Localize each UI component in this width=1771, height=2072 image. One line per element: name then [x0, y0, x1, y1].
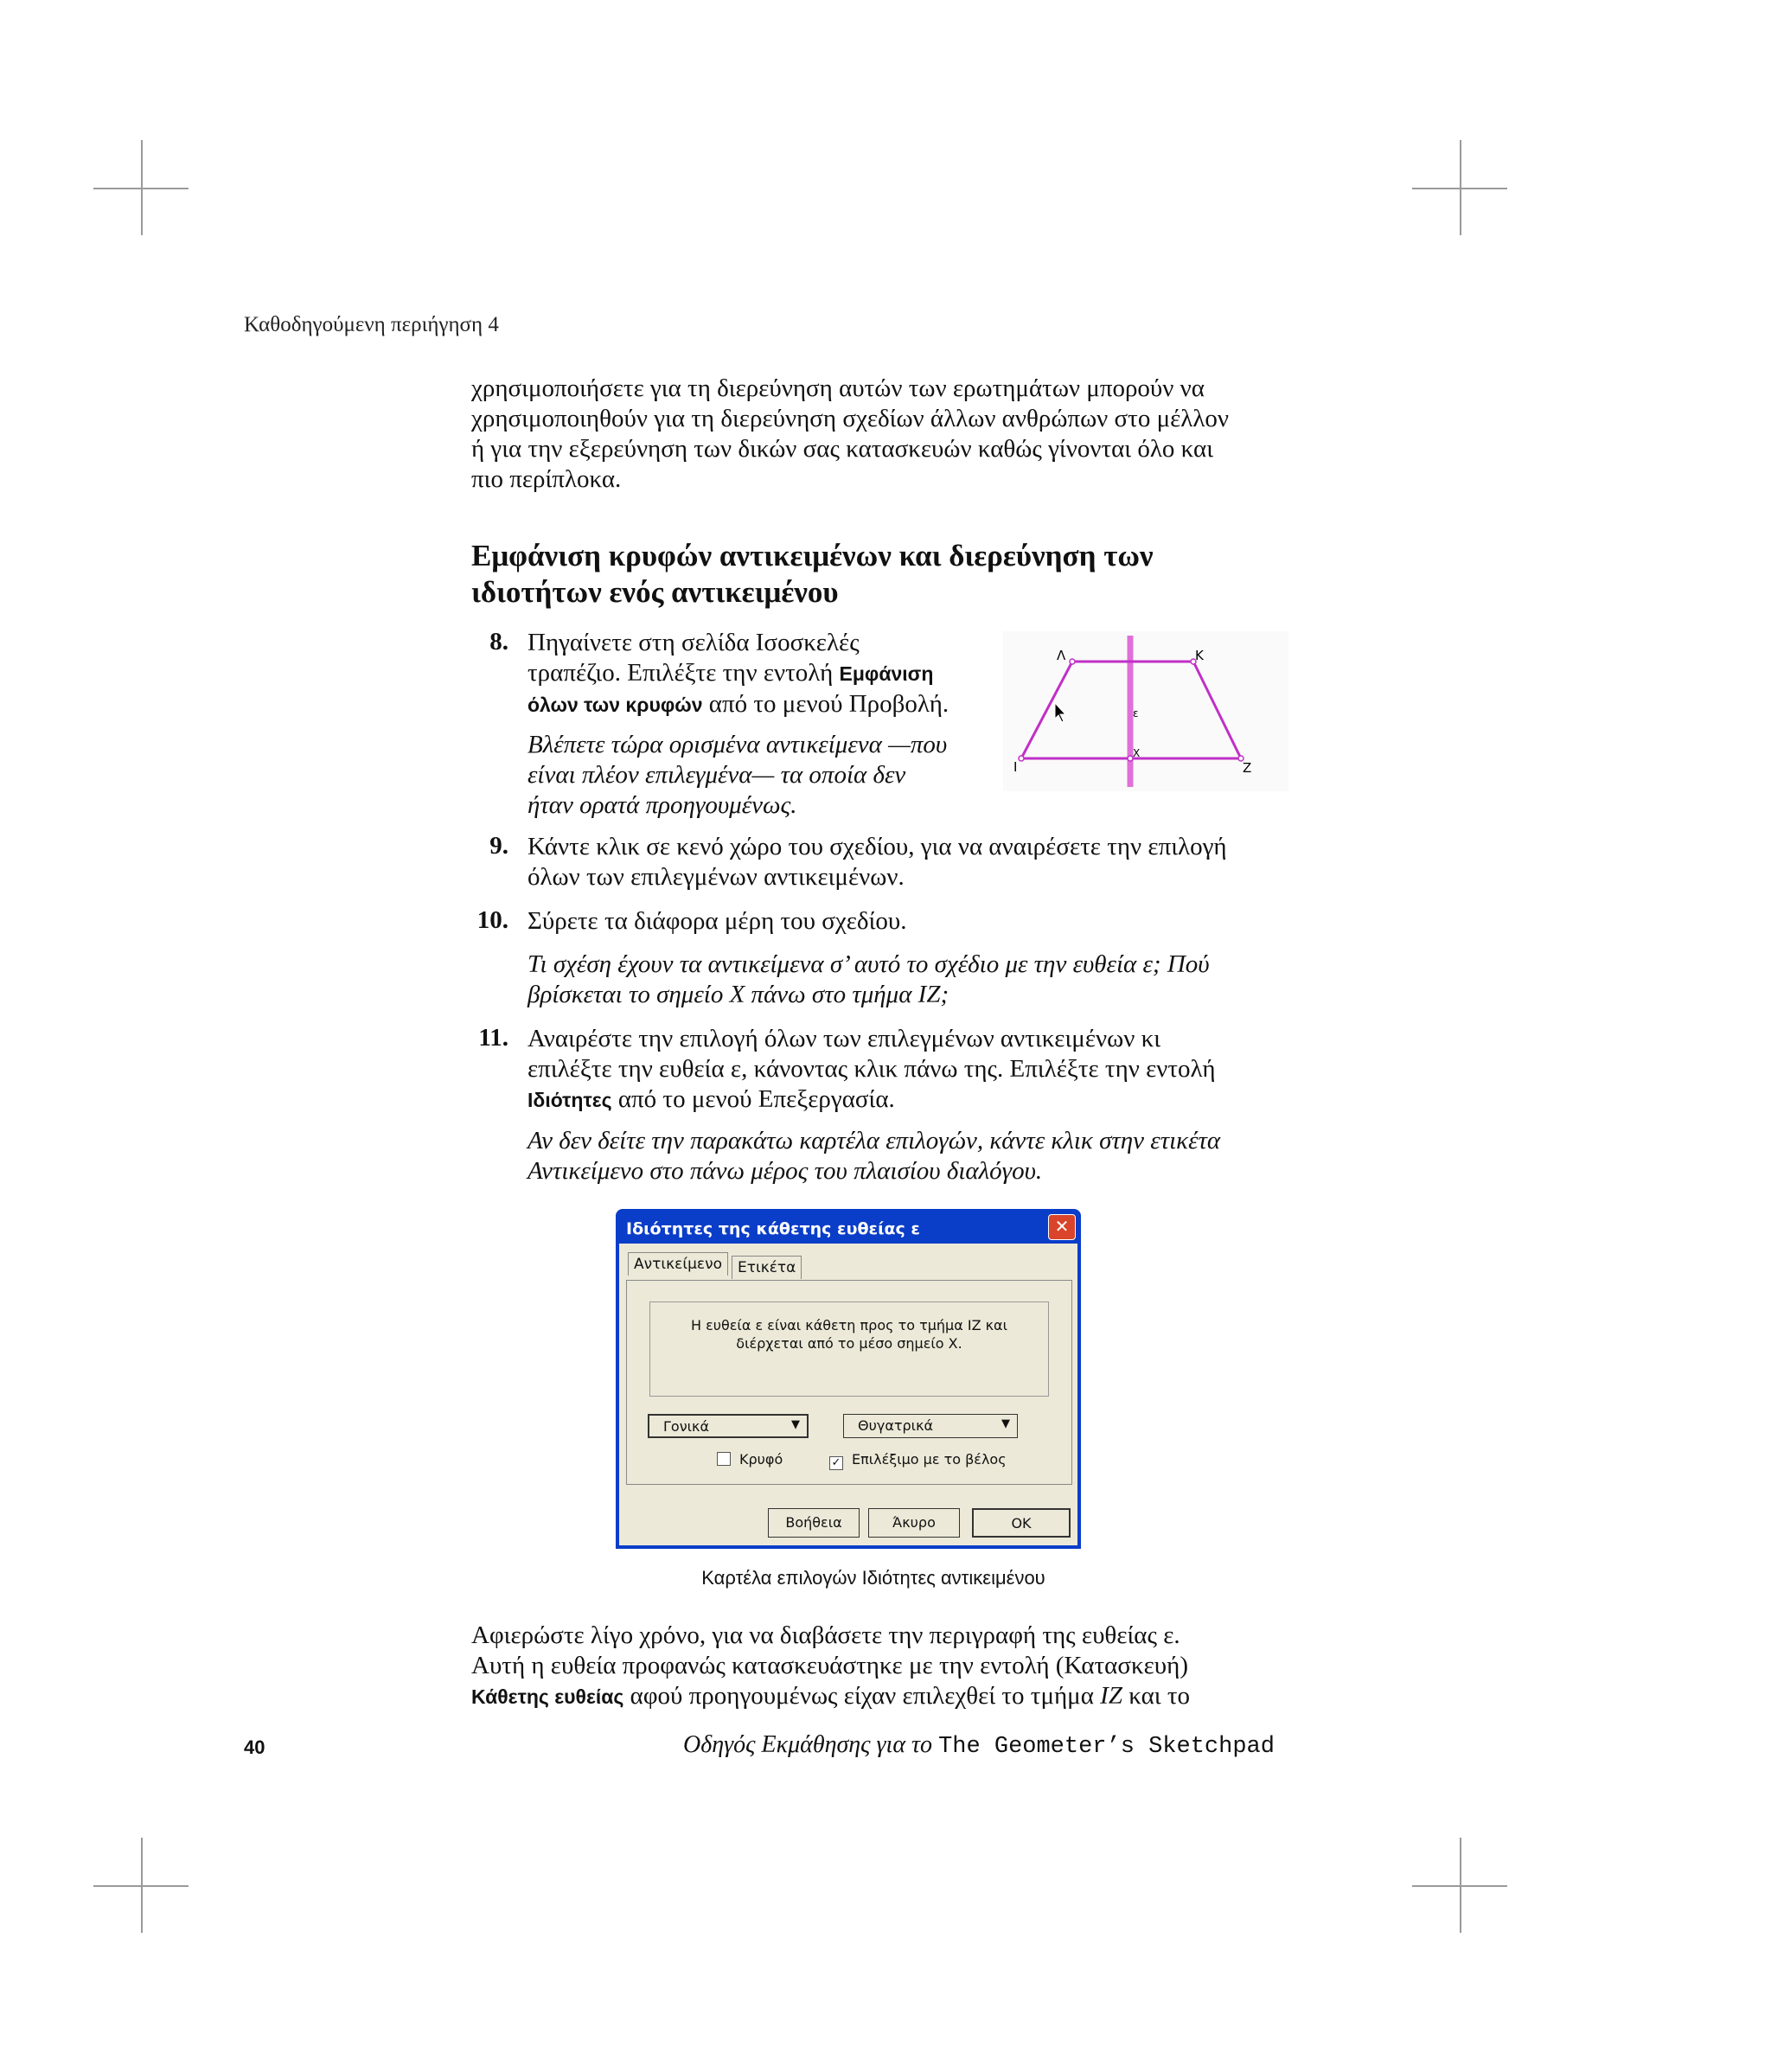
children-dropdown[interactable]	[843, 1414, 1018, 1438]
step-line	[527, 689, 977, 720]
page-number: 40	[244, 1736, 265, 1758]
cancel-button[interactable]: Άκυρο	[868, 1508, 960, 1538]
footer-product-name: The Geometer’s Sketchpad	[938, 1734, 1275, 1760]
outro-line: Αυτή η ευθεία προφανώς κατασκευάστηκε με την εντολή (Κατασκευή)	[471, 1652, 1188, 1679]
note-line: είναι πλέον επιλεγμένα— τα οποία δεν	[527, 761, 906, 789]
step-number: 9.	[489, 832, 508, 860]
parents-dropdown[interactable]	[648, 1414, 809, 1438]
close-icon[interactable]: ✕	[1048, 1214, 1076, 1240]
help-button[interactable]: Βοήθεια	[768, 1508, 860, 1538]
segment-name: ΙΖ	[1100, 1682, 1122, 1710]
step-line	[527, 658, 977, 689]
outro-line	[471, 1681, 1276, 1712]
command-name: Εμφάνιση	[839, 662, 934, 685]
crop-mark	[93, 1885, 189, 1887]
note-line: Βλέπετε τώρα ορισμένα αντικείμενα —που	[527, 731, 948, 758]
step-number: 11.	[478, 1024, 508, 1052]
text-run: και το	[1122, 1682, 1190, 1710]
checkbox-label: Κρυφό	[739, 1451, 783, 1468]
crop-mark	[93, 188, 189, 189]
note-line: Αντικείμενο στο πάνω μέρος του πλαισίου διαλόγου.	[527, 1157, 1043, 1185]
trapezoid-figure	[1003, 631, 1288, 791]
label-i: Ι	[1013, 759, 1018, 775]
dropdown-label: Θυγατρικά	[858, 1417, 934, 1434]
crop-mark	[1412, 188, 1507, 189]
note-line: ήταν ορατά προηγουμένως.	[527, 791, 797, 819]
label-l: Λ	[1057, 648, 1066, 663]
intro-line: χρησιμοποιηθούν για τη διερεύνηση σχεδίων άλλων ανθρώπων στο μέλλον	[471, 405, 1230, 432]
text-run: από το μενού Προβολή.	[702, 690, 949, 718]
chevron-down-icon: ▼	[1001, 1417, 1010, 1430]
description-line: διέρχεται από το μέσο σημείο Χ.	[736, 1335, 962, 1352]
checkbox-box[interactable]	[717, 1452, 731, 1466]
checkmark-icon[interactable]: ✓	[829, 1456, 843, 1470]
step-line	[527, 1084, 1288, 1116]
running-header: Καθοδηγούμενη περιήγηση 4	[244, 313, 499, 336]
step-number: 8.	[489, 628, 508, 655]
label-x: X	[1133, 747, 1141, 759]
checkbox-label: Επιλέξιμο με το βέλος	[852, 1451, 1007, 1468]
properties-dialog	[616, 1209, 1081, 1549]
command-name: Κάθετης ευθείας	[471, 1685, 624, 1708]
step-11-note	[527, 1126, 1288, 1186]
step-line: Κάντε κλικ σε κενό χώρο του σχεδίου, για να αναιρέσετε την επιλογή	[527, 833, 1227, 860]
note-line: Αν δεν δείτε την παρακάτω καρτέλα επιλογών, κάντε κλικ στην ετικέτα	[527, 1127, 1221, 1154]
footer-title	[683, 1731, 1275, 1760]
step-10-note	[527, 950, 1288, 1010]
step-9-text	[527, 832, 1288, 892]
point-l[interactable]	[1070, 659, 1075, 664]
outro-paragraph	[471, 1621, 1276, 1712]
outro-line: Αφιερώστε λίγο χρόνο, για να διαβάσετε την περιγραφή της ευθείας ε.	[471, 1621, 1180, 1649]
dropdown-label: Γονικά	[663, 1418, 710, 1435]
dialog-body	[619, 1244, 1077, 1545]
intro-line: ή για την εξερεύνηση των δικών σας κατασκευών καθώς γίνονται όλο και	[471, 435, 1214, 463]
object-description	[649, 1301, 1049, 1397]
tab-label[interactable]: Ετικέτα	[732, 1256, 802, 1279]
command-name: Ιδιότητες	[527, 1089, 612, 1111]
tab-object[interactable]: Αντικείμενο	[628, 1252, 728, 1276]
note-line: βρίσκεται το σημείο Χ πάνω στο τμήμα ΙΖ;	[527, 981, 949, 1008]
text-run: αφού προηγουμένως είχαν επιλεχθεί το τμήμα	[623, 1682, 1101, 1710]
note-line: Τι σχέση έχουν τα αντικείμενα σ’ αυτό το σχέδιο με την ευθεία ε; Πού	[527, 950, 1210, 978]
description-line: Η ευθεία ε είναι κάθετη προς το τμήμα ΙΖ και	[690, 1317, 1008, 1333]
crop-mark	[1412, 1885, 1507, 1887]
heading-line: Εμφάνιση κρυφών αντικειμένων και διερεύνηση των	[471, 539, 1154, 572]
intro-paragraph	[471, 374, 1276, 495]
step-line: επιλέξτε την ευθεία ε, κάνοντας κλικ πάνω της. Επιλέξτε την εντολή	[527, 1055, 1216, 1083]
text-run: τραπέζιο. Επιλέξτε την εντολή	[527, 659, 840, 687]
tab-panel	[626, 1280, 1072, 1485]
step-8-text	[527, 628, 977, 720]
heading-line: ιδιοτήτων ενός αντικειμένου	[471, 575, 839, 609]
step-line: όλων των επιλεγμένων αντικειμένων.	[527, 863, 905, 891]
step-8-note	[527, 730, 977, 821]
intro-line: πιο περίπλοκα.	[471, 465, 622, 493]
step-line: Αναιρέστε την επιλογή όλων των επιλεγμένων αντικειμένων κι	[527, 1025, 1160, 1052]
step-line: Πηγαίνετε στη σελίδα Ισοσκελές	[527, 629, 860, 656]
step-10-text: Σύρετε τα διάφορα μέρη του σχεδίου.	[527, 907, 907, 935]
command-name: όλων των κρυφών	[527, 694, 703, 716]
hidden-checkbox[interactable]	[717, 1451, 783, 1468]
intro-line: χρησιμοποιήσετε για τη διερεύνηση αυτών των ερωτημάτων μπορούν να	[471, 374, 1205, 402]
text-run: από το μενού Επεξεργασία.	[611, 1085, 895, 1113]
figure-caption: Καρτέλα επιλογών Ιδιότητες αντικειμένου	[701, 1567, 1045, 1589]
label-e: ε	[1133, 707, 1139, 719]
chevron-down-icon: ▼	[791, 1418, 800, 1431]
step-11-text	[527, 1024, 1288, 1116]
selectable-checkbox[interactable]	[829, 1451, 1007, 1470]
label-k: Κ	[1195, 648, 1204, 663]
step-number: 10.	[476, 906, 508, 934]
dialog-title: Ιδιότητες της κάθετης ευθείας ε	[626, 1219, 920, 1238]
section-heading	[471, 538, 1250, 611]
point-i[interactable]	[1019, 756, 1024, 761]
ok-button[interactable]: OK	[972, 1508, 1071, 1538]
footer-title-text: Οδηγός Εκμάθησης για το	[683, 1731, 939, 1758]
label-z: Ζ	[1243, 760, 1252, 776]
